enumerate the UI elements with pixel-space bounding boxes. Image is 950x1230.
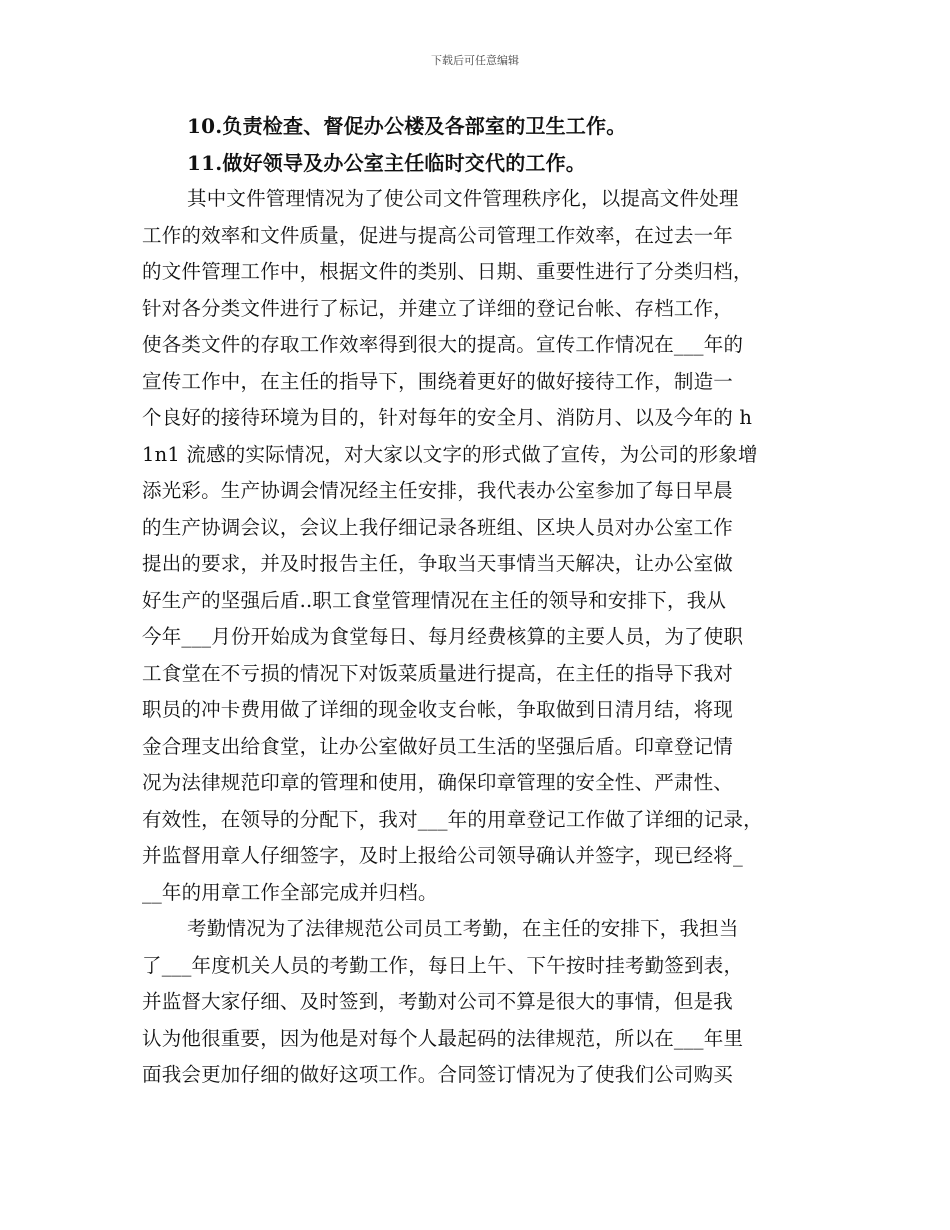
- paragraph-line: 提出的要求，并及时报告主任，争取当天事情当天解决，让办公室做: [142, 552, 734, 575]
- paragraph-line: 职员的冲卡费用做了详细的现金收支台帐，争取做到日清月结，将现: [142, 698, 734, 721]
- paragraph-line: 有效性，在领导的分配下，我对___年的用章登记工作做了详细的记录，: [142, 807, 763, 831]
- paragraph-line: 工作的效率和文件质量，促进与提高公司管理工作效率，在过去一年: [142, 223, 734, 247]
- paragraph-line: 并监督用章人仔细签字，及时上报给公司领导确认并签字，现已经将_: [142, 844, 743, 867]
- paragraph-line: 1n1 流感的实际情况，对大家以文字的形式做了宣传，为公司的形象增: [142, 442, 758, 466]
- paragraph-line: 况为法律规范印章的管理和使用，确保印章管理的安全性、严肃性、: [142, 771, 734, 794]
- paragraph-document-management: [142, 181, 822, 911]
- document-body: [142, 108, 822, 1094]
- paragraph-line: 其中文件管理情况为了使公司文件管理秩序化，以提高文件处理: [187, 187, 739, 210]
- paragraph-line: 今年___月份开始成为食堂每日、每月经费核算的主要人员，为了使职: [142, 625, 744, 648]
- paragraph-line: 面我会更加仔细的做好这项工作。合同签订情况为了使我们公司购买: [142, 1063, 734, 1086]
- paragraph-line: 的生产协调会议，会议上我仔细记录各班组、区块人员对办公室工作: [142, 515, 734, 539]
- paragraph-line: __年的用章工作全部完成并归档。: [142, 880, 438, 904]
- paragraph-line: 了___年度机关人员的考勤工作，每日上午、下午按时挂考勤签到表，: [142, 953, 744, 977]
- paragraph-line: 使各类文件的存取工作效率得到很大的提高。宣传工作情况在___年的: [142, 333, 744, 356]
- paragraph-line: 考勤情况为了法律规范公司员工考勤，在主任的安排下，我担当: [187, 917, 739, 940]
- paragraph-line: 金合理支出给食堂，让办公室做好员工生活的坚强后盾。印章登记情: [142, 734, 734, 758]
- paragraph-line: 添光彩。生产协调会情况经主任安排，我代表办公室参加了每日早晨: [142, 479, 734, 502]
- paragraph-line: 个良好的接待环境为目的，针对每年的安全月、消防月、以及今年的 h: [142, 406, 753, 429]
- paragraph-line: 好生产的坚强后盾..职工食堂管理情况在主任的领导和安排下，我从: [142, 588, 727, 612]
- page-header-note: 下载后可任意编辑: [431, 54, 519, 67]
- paragraph-attendance: [142, 911, 822, 1094]
- paragraph-line: 针对各分类文件进行了标记，并建立了详细的登记台帐、存档工作，: [142, 296, 734, 320]
- paragraph-line: 宣传工作中，在主任的指导下，围绕着更好的做好接待工作，制造一: [142, 369, 734, 393]
- paragraph-line: 工食堂在不亏损的情况下对饭菜质量进行提高，在主任的指导下我对: [142, 661, 734, 685]
- paragraph-line: 的文件管理工作中，根据文件的类别、日期、重要性进行了分类归档，: [142, 260, 753, 283]
- paragraph-line: 认为他很重要，因为他是对每个人最起码的法律规范，所以在___年里: [142, 1026, 744, 1050]
- heading-item-10: 10.负责检查、督促办公楼及各部室的卫生工作。: [187, 114, 627, 138]
- paragraph-line: 并监督大家仔细、及时签到，考勤对公司不算是很大的事情，但是我: [142, 990, 734, 1013]
- heading-item-11: 11.做好领导及办公室主任临时交代的工作。: [187, 150, 586, 175]
